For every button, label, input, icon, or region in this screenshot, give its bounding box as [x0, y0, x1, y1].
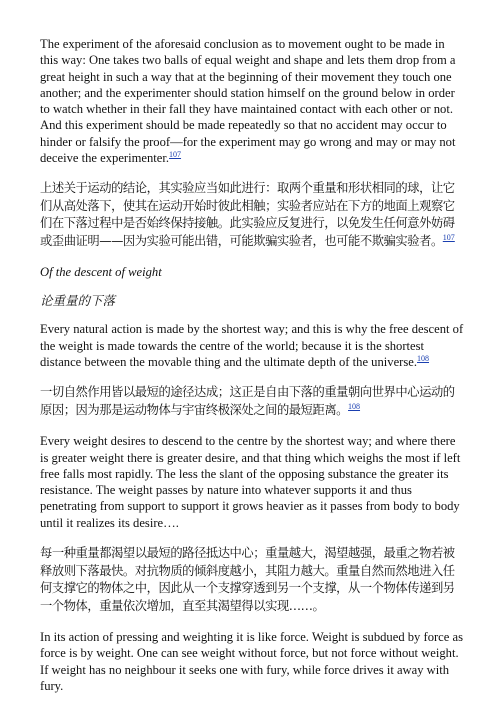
section-heading-en: Of the descent of weight	[40, 265, 162, 280]
paragraph-text: 一切自然作用皆以最短的途径达成；这正是自由下落的重量朝向世界中心运动的原因；因为那是运动物体与宇宙终极深处之间的最短距离。	[40, 385, 455, 417]
paragraph-text: Every natural action is made by the shortest way; and this is why the free descent of the weight is made towards the centre of the world; because it is the shortest distance between the movable thing and the ultimate depth of the universe.	[40, 322, 464, 369]
paragraph-natural-action-en	[40, 321, 464, 370]
footnote-link-107[interactable]: 107	[169, 149, 182, 159]
footnote-link-108[interactable]: 108	[417, 353, 429, 363]
paragraph-weight-desire-zh: 每一种重量都渴望以最短的路径抵达中心；重量越大，渴望越强，最重之物若被释放则下落最快。对抗物质的倾斜度越小，其阻力越大。重量自然而然地进入任何支撑它的物体之中，因此从一个支撑穿透到另一个支撑，从一个物体传递到另一个物体，重量依次增加，直至其渴望得以实现……。	[40, 546, 455, 613]
paragraph-weight-desire-en: Every weight desires to descend to the centre by the shortest way; and where there is greater weight there is greater desire, and that thing which weighs the most if left free falls most rapidly. The less the slant of the opposing substance the greater its resistance. The weight passes by nature into whatever supports it and thus penetrating from support to support it grows heavier as it passes from body to body until it realizes its desire….	[40, 434, 461, 530]
document-page	[40, 36, 464, 708]
paragraph-text: The experiment of the aforesaid conclusion as to movement ought to be made in this way: One takes two balls of equal weight and shape and lets them drop from a great height in such a way that at the beginning of their movement they touch one another; and the experimenter should station himself on the ground below in order to watch whether in their fall they have maintained contact with each other or not. And this experiment should be made repeatedly so that no accident may occur to hinder or falsify the proof—for the experiment may go wrong and may or may not deceive the experimenter.	[40, 37, 456, 166]
paragraph-natural-action-zh	[40, 384, 464, 419]
section-heading-zh: 论重量的下落	[40, 293, 116, 309]
footnote-link-107[interactable]: 107	[442, 232, 455, 242]
paragraph-pressing-en: In its action of pressing and weighting it is like force. Weight is subdued by force as force is by weight. One can see weight without force, but not force without weight. If weight has no neighbour it seeks one with fury, while force drives it away with fury.	[40, 630, 464, 693]
paragraph-text: 上述关于运动的结论，其实验应当如此进行：取两个重量和形状相同的球，让它们从高处落下，使其在运动开始时彼此相触；实验者应站在下方的地面上观察它们在下落过程中是否始终保持接触。此实验应反复进行，以免发生任何意外妨碍或歪曲证明——因为实验可能出错，可能欺骗实验者，也可能不欺骗实验者。	[40, 181, 455, 248]
footnote-link-108[interactable]: 108	[348, 401, 361, 411]
paragraph-experiment-zh	[40, 180, 464, 250]
paragraph-experiment-en	[40, 36, 464, 166]
